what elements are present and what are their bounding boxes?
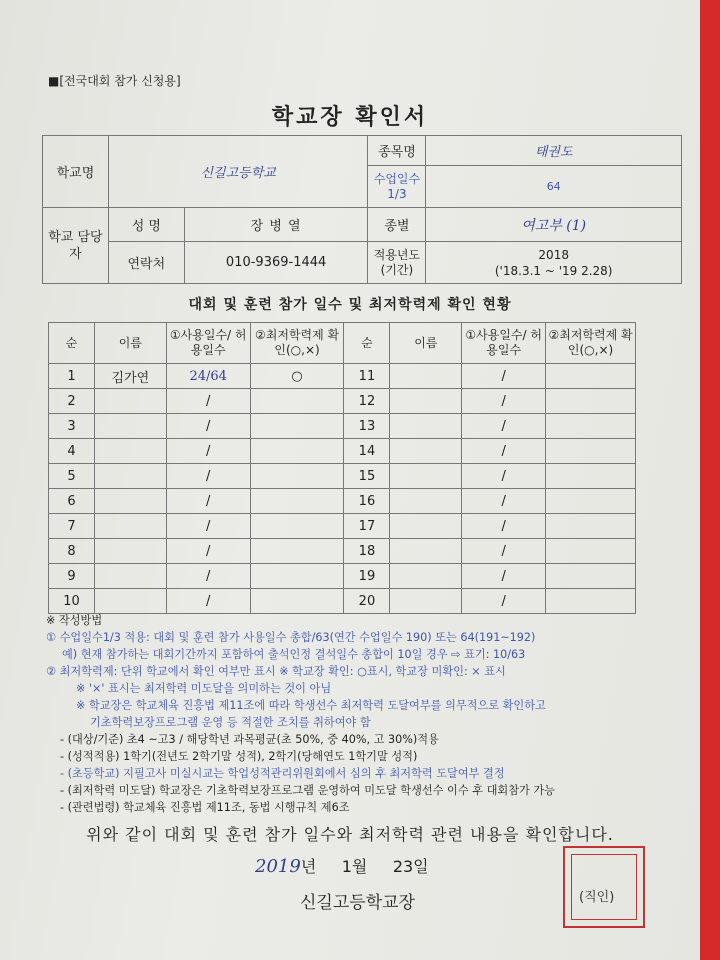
cell-no: 3: [49, 414, 95, 439]
cell-name: [390, 439, 462, 464]
cell-check: [250, 389, 344, 414]
signature-date: [255, 854, 429, 877]
col-check: ②최저학력제 확인(○,×): [250, 323, 344, 364]
cell-no: 6: [49, 489, 95, 514]
year-cell: [426, 242, 682, 284]
cell-days: /: [462, 414, 546, 439]
cell-name: [94, 414, 166, 439]
note-line: - (성적적용) 1학기(전년도 2학기말 성적), 2학기(당해연도 1학기말 성적): [60, 750, 418, 763]
cell-no: 10: [49, 589, 95, 614]
cell-days: /: [166, 539, 250, 564]
cell-days: /: [166, 514, 250, 539]
cell-days: /: [462, 564, 546, 589]
cell-no: 16: [344, 489, 390, 514]
cell-check: ○: [250, 364, 344, 389]
school-name-value: 신길고등학교: [108, 136, 368, 208]
cell-days: /: [166, 489, 250, 514]
cell-name: [390, 364, 462, 389]
year-value: 2018: [538, 247, 569, 262]
cell-check: [250, 539, 344, 564]
cell-name: [94, 564, 166, 589]
cell-check: [250, 514, 344, 539]
category-value: 여고부 (1): [426, 208, 682, 242]
cell-check: [546, 589, 636, 614]
cell-name: [94, 439, 166, 464]
cell-no: 14: [344, 439, 390, 464]
col-days: ①사용일수/ 허용일수: [166, 323, 250, 364]
cell-days: /: [166, 589, 250, 614]
cell-check: [250, 439, 344, 464]
cell-no: 9: [49, 564, 95, 589]
section-title: 대회 및 훈련 참가 일수 및 최저학력제 확인 현황: [188, 297, 512, 313]
cell-name: [390, 464, 462, 489]
cell-check: [546, 389, 636, 414]
cell-name: [390, 414, 462, 439]
cell-name: [390, 589, 462, 614]
cell-name: [390, 514, 462, 539]
note-line: - (관련법령) 학교체육 진흥법 제11조, 동법 시행규칙 제6조: [60, 801, 350, 814]
cell-no: 19: [344, 564, 390, 589]
manager-name-label: 성 명: [108, 208, 184, 242]
cell-no: 5: [49, 464, 95, 489]
class-days-value: 64: [426, 166, 682, 208]
cell-no: 17: [344, 514, 390, 539]
cell-no: 20: [344, 589, 390, 614]
cell-days: 24/64: [166, 364, 250, 389]
application-tag: ■[전국대회 참가 신청용]: [48, 74, 181, 88]
sport-value: 태권도: [426, 136, 682, 166]
note-line: 기초학력보장프로그램 운영 등 적절한 조치를 취하여야 함: [90, 716, 371, 729]
cell-days: /: [462, 539, 546, 564]
cell-no: 13: [344, 414, 390, 439]
official-seal: [563, 846, 645, 928]
cell-check: [546, 464, 636, 489]
cell-days: /: [166, 564, 250, 589]
cell-check: [546, 514, 636, 539]
note-line: ※ 학교장은 학교체육 진흥법 제11조에 따라 학생선수 최저학력 도달여부를 의무적으로 확인하고: [76, 699, 546, 712]
cell-check: [546, 439, 636, 464]
cell-name: [94, 489, 166, 514]
date-year: 2019: [255, 856, 301, 877]
red-folder-edge: [700, 0, 720, 960]
school-name-label: 학교명: [43, 136, 109, 208]
cell-no: 8: [49, 539, 95, 564]
manager-name-value: 장 병 열: [184, 208, 368, 242]
date-day: 23: [392, 857, 414, 876]
table-row: [49, 514, 636, 539]
cell-days: /: [166, 464, 250, 489]
manager-label: 학교 담당자: [43, 208, 109, 284]
table-row: [49, 564, 636, 589]
date-day-unit: 일: [413, 857, 429, 876]
note-line: - (대상/기준) 초4 ~고3 / 해당학년 과목평균(초 50%, 중 40%, 고 30%)적용: [60, 733, 439, 746]
col-name: 이름: [94, 323, 166, 364]
seal-label: (직인): [577, 886, 616, 905]
cell-name: [94, 514, 166, 539]
note-line: 예) 현재 참가하는 대회기간까지 포함하여 출석인정 결석일수 총합이 10일 경우 ⇨ 표기: 10/63: [62, 648, 526, 661]
cell-no: 18: [344, 539, 390, 564]
col-no-2: 순: [344, 323, 390, 364]
note-line: - (초등학교) 지필고사 미실시교는 학업성적관리위원회에서 심의 후 최저학력 도달여부 결정: [60, 767, 505, 780]
cell-days: /: [462, 489, 546, 514]
cell-check: [546, 489, 636, 514]
cell-check: [546, 564, 636, 589]
year-label: 적용년도 (기간): [368, 242, 426, 284]
cell-days: /: [462, 389, 546, 414]
cell-check: [250, 564, 344, 589]
cell-days: /: [462, 439, 546, 464]
table-row: [49, 439, 636, 464]
participation-table: [48, 322, 636, 614]
note-line: ① 수업일수1/3 적용: 대회 및 훈련 참가 사용일수 총합/63(연간 수업일수 190) 또는 64(191~192): [46, 631, 536, 644]
year-period: ('18.3.1 ~ '19 2.28): [494, 263, 613, 278]
sport-label: 종목명: [368, 136, 426, 166]
date-month: 1: [341, 857, 352, 876]
cell-name: [390, 389, 462, 414]
instructions: [46, 612, 686, 816]
date-year-unit: 년: [300, 857, 317, 876]
table-row: [49, 589, 636, 614]
cell-name: [94, 589, 166, 614]
note-line: ※ '×' 표시는 최저학력 미도달을 의미하는 것이 아님: [76, 682, 332, 695]
class-days-label: 수업일수 1/3: [368, 166, 426, 208]
cell-check: [546, 414, 636, 439]
cell-no: 12: [344, 389, 390, 414]
cell-days: /: [462, 589, 546, 614]
contact-label: 연락처: [108, 242, 184, 284]
col-name-2: 이름: [390, 323, 462, 364]
cell-name: [390, 489, 462, 514]
cell-check: [546, 539, 636, 564]
category-label: 종별: [368, 208, 426, 242]
table-row: [49, 414, 636, 439]
cell-name: [94, 464, 166, 489]
cell-no: 15: [344, 464, 390, 489]
table-row: [49, 464, 636, 489]
cell-name: [94, 389, 166, 414]
confirmation-statement: 위와 같이 대회 및 훈련 참가 일수와 최저학력 관련 내용을 확인합니다.: [86, 825, 614, 844]
cell-name: [390, 539, 462, 564]
document-title: 학교장 확인서: [271, 105, 429, 130]
cell-no: 11: [344, 364, 390, 389]
cell-check: [250, 589, 344, 614]
table-row: [49, 539, 636, 564]
cell-days: /: [166, 414, 250, 439]
cell-check: [250, 464, 344, 489]
cell-check: [546, 364, 636, 389]
principal-title: 신길고등학교장: [300, 893, 415, 913]
cell-days: /: [462, 464, 546, 489]
col-check-2: ②최저학력제 확인(○,×): [546, 323, 636, 364]
table-row: [49, 389, 636, 414]
school-info-table: [42, 135, 682, 284]
cell-name: [390, 564, 462, 589]
cell-no: 1: [49, 364, 95, 389]
contact-value: 010-9369-1444: [184, 242, 368, 284]
cell-days: /: [462, 364, 546, 389]
cell-days: /: [166, 389, 250, 414]
cell-no: 7: [49, 514, 95, 539]
table-row: [49, 489, 636, 514]
note-line: - (최저학력 미도달) 학교장은 기초학력보장프로그램 운영하여 미도달 학생선수 이수 후 대회참가 가능: [60, 784, 555, 797]
cell-no: 2: [49, 389, 95, 414]
cell-days: /: [462, 514, 546, 539]
cell-name: [94, 539, 166, 564]
cell-no: 4: [49, 439, 95, 464]
note-line: ② 최저학력제: 단위 학교에서 확인 여부만 표시 ※ 학교장 확인: ○표시, 학교장 미확인: × 표시: [46, 665, 506, 678]
col-no: 순: [49, 323, 95, 364]
cell-check: [250, 414, 344, 439]
table-row: [49, 364, 636, 389]
cell-name: 김가연: [94, 364, 166, 389]
instructions-heading: ※ 작성방법: [46, 614, 103, 627]
date-month-unit: 월: [351, 857, 368, 876]
cell-check: [250, 489, 344, 514]
cell-days: /: [166, 439, 250, 464]
col-days-2: ①사용일수/ 허용일수: [462, 323, 546, 364]
